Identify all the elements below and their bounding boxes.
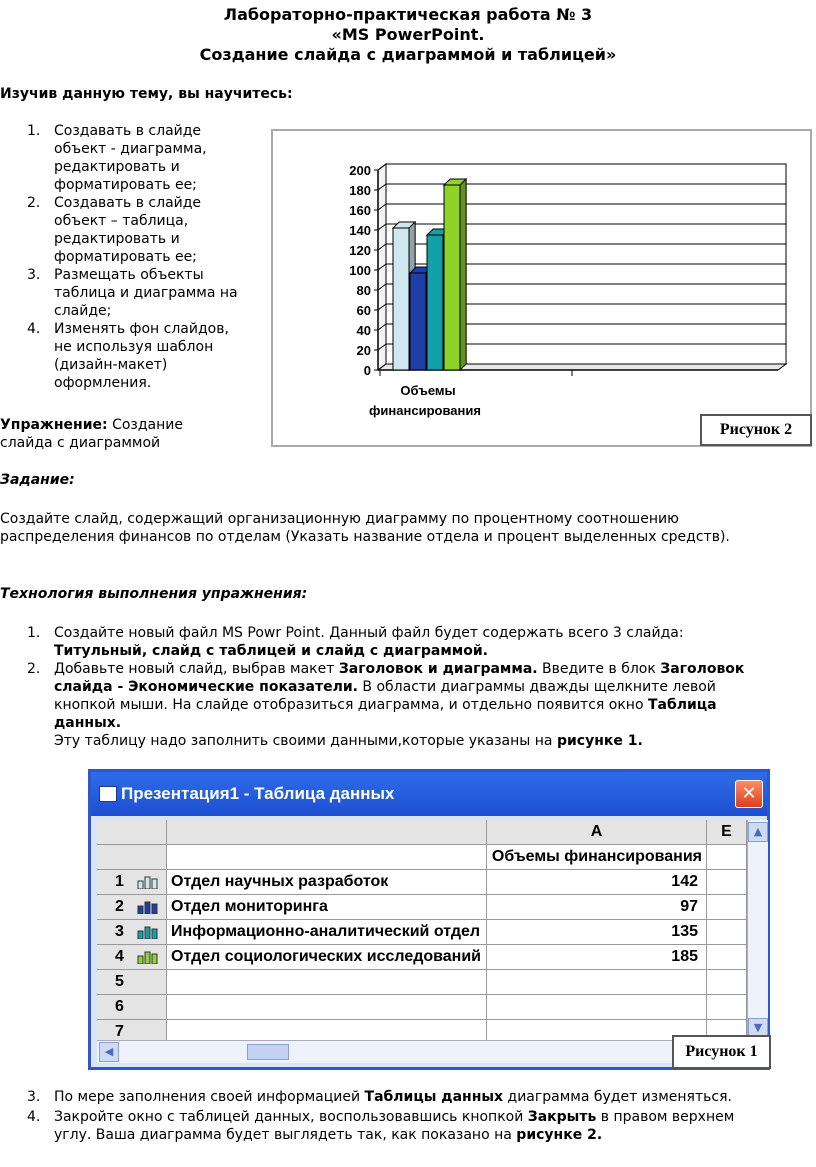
- intro-item-text: форматировать ее;: [54, 249, 197, 265]
- tech-heading: Технология выполнения упражнения:: [0, 586, 308, 602]
- row-header-blank[interactable]: [97, 845, 167, 870]
- y-tick-label: 140: [349, 223, 371, 238]
- intro-item-text: объект – таблица,: [54, 213, 189, 229]
- intro-item-text: (дизайн-макет): [54, 357, 168, 373]
- y-tick-label: 20: [356, 343, 371, 358]
- intro-item-text: Размещать объекты: [54, 267, 204, 283]
- step-4-text: Закройте окно с таблицей данных, воспользовавшись кнопкой: [54, 1109, 528, 1125]
- value-cell[interactable]: 142: [487, 870, 707, 895]
- table-cell[interactable]: [707, 970, 747, 995]
- value-cell[interactable]: 97: [487, 895, 707, 920]
- step-2-text: кнопкой мыши. На слайде отобразиться диаграмма, и отдельно появится окно: [54, 697, 648, 713]
- bar: [393, 228, 409, 370]
- step-3-line1: [54, 1088, 732, 1106]
- exercise-label: Упражнение:: [0, 417, 108, 433]
- row-header[interactable]: 3: [97, 920, 167, 945]
- intro-item-text: Изменять фон слайдов,: [54, 321, 229, 337]
- table-cell[interactable]: [707, 870, 747, 895]
- column-a-title-cell[interactable]: Объемы финансирования: [487, 845, 707, 870]
- data-grid: [97, 820, 747, 1040]
- window-titlebar[interactable]: [91, 772, 767, 816]
- step-2-line4: данных.: [54, 715, 122, 731]
- step-4-line1: [54, 1108, 734, 1126]
- column-header-a[interactable]: A: [487, 820, 707, 845]
- table-cell[interactable]: [707, 995, 747, 1020]
- step-4-text: в правом верхнем: [596, 1109, 735, 1125]
- step-2-text: Введите в блок: [537, 661, 661, 677]
- step-1-line2: Титульный, слайд с таблицей и слайд с диаграммой.: [54, 643, 488, 659]
- step-4-line2: [54, 1126, 602, 1144]
- step-1-line1: Создайте новый файл MS Powr Point. Данный файл будет содержать всего 3 слайда:: [54, 625, 684, 641]
- intro-item-num: 3.: [27, 267, 41, 283]
- bar-side: [460, 179, 466, 370]
- doc-title-line1: Лабораторно-практическая работа № 3: [223, 5, 593, 24]
- figure-2-caption: Рисунок 2: [700, 414, 812, 446]
- step-2-line5: [54, 732, 643, 750]
- intro-item-text: не используя шаблон: [54, 339, 214, 355]
- task-label: Задание:: [0, 472, 75, 488]
- intro-list: [0, 122, 265, 392]
- step-1-num: 1.: [27, 625, 41, 641]
- step-2-bold: Таблица: [647, 697, 717, 713]
- step-2-line1: [54, 660, 744, 678]
- step-4-num: 4.: [27, 1109, 41, 1125]
- table-cell[interactable]: [707, 945, 747, 970]
- figure-1-caption: Рисунок 1: [672, 1035, 771, 1069]
- row-label-cell[interactable]: Информационно-аналитический отдел: [167, 920, 487, 945]
- intro-item-num: 4.: [27, 321, 41, 337]
- x-category-label: финансирования: [369, 403, 481, 418]
- row-label-cell[interactable]: [167, 970, 487, 995]
- row-label-cell[interactable]: [167, 1020, 487, 1040]
- y-tick-label: 160: [349, 203, 371, 218]
- chart-series-icon: [137, 925, 159, 939]
- value-cell[interactable]: 185: [487, 945, 707, 970]
- row-label-cell[interactable]: Отдел научных разработок: [167, 870, 487, 895]
- chart-series-icon: [137, 900, 159, 914]
- y-tick-label: 0: [363, 363, 371, 378]
- data-table-window: [88, 769, 770, 1070]
- intro-item-text: оформления.: [54, 375, 152, 391]
- corner-cell[interactable]: [97, 820, 167, 845]
- bar: [427, 235, 443, 370]
- row-label-cell[interactable]: Отдел мониторинга: [167, 895, 487, 920]
- window-title: Презентация1 - Таблица данных: [121, 784, 395, 803]
- table-cell[interactable]: [707, 845, 747, 870]
- step-2-text: Эту таблицу надо заполнить своими данными,которые указаны на: [54, 733, 557, 749]
- value-cell[interactable]: [487, 995, 707, 1020]
- y-tick-label: 100: [349, 263, 371, 278]
- step-2-bold: слайда - Экономические показатели.: [54, 679, 358, 695]
- scroll-left-icon[interactable]: ◀: [99, 1042, 119, 1062]
- y-tick-label: 180: [349, 183, 371, 198]
- exercise-text: Создание: [107, 417, 183, 433]
- row-header[interactable]: 5: [97, 970, 167, 995]
- intro-item-2: [0, 194, 265, 266]
- intro-item-text: редактировать и: [54, 231, 180, 247]
- intro-item-3: [0, 266, 265, 320]
- intro-item-text: таблица и диаграмма на: [54, 285, 238, 301]
- close-button[interactable]: ✕: [735, 780, 763, 808]
- column-header-b[interactable]: E: [707, 820, 747, 845]
- scroll-up-icon[interactable]: ▲: [748, 822, 768, 842]
- task-line1: Создайте слайд, содержащий организационную диаграмму по процентному соотношению: [0, 511, 679, 527]
- row-header[interactable]: 7: [97, 1020, 167, 1040]
- value-cell[interactable]: [487, 970, 707, 995]
- step-2-line2: [54, 678, 716, 696]
- row-header[interactable]: 1: [97, 870, 167, 895]
- step-3-bold: Таблицы данных: [364, 1089, 504, 1105]
- intro-item-text: Создавать в слайде: [54, 123, 202, 139]
- bar: [444, 185, 460, 370]
- intro-heading: Изучив данную тему, вы научитесь:: [0, 86, 293, 102]
- chart-series-icon: [137, 875, 159, 889]
- intro-item-1: [0, 122, 265, 194]
- row-header[interactable]: 2: [97, 895, 167, 920]
- step-2-bold: Заголовок и диаграмма.: [338, 661, 538, 677]
- intro-item-4: [0, 320, 265, 392]
- y-tick-label: 60: [356, 303, 371, 318]
- step-2-num: 2.: [27, 661, 41, 677]
- scroll-thumb[interactable]: [247, 1044, 289, 1060]
- exercise-line2: слайда с диаграммой: [0, 435, 161, 451]
- table-cell[interactable]: [707, 895, 747, 920]
- row-label-cell[interactable]: [167, 995, 487, 1020]
- step-2-bold: рисунке 1.: [556, 733, 643, 749]
- scroll-down-icon[interactable]: ▼: [748, 1018, 768, 1038]
- table-cell[interactable]: [707, 920, 747, 945]
- chart-series-icon: [137, 950, 159, 964]
- step-4-text: углу. Ваша диаграмма будет выглядеть так, как показано на: [54, 1127, 517, 1143]
- task-line2: распределения финансов по отделам (Указать название отдела и процент выделенных средств).: [0, 529, 730, 545]
- y-tick-label: 40: [356, 323, 371, 338]
- value-cell[interactable]: 135: [487, 920, 707, 945]
- row-header[interactable]: 6: [97, 995, 167, 1020]
- doc-title-line3: Создание слайда с диаграммой и таблицей»: [199, 45, 617, 64]
- intro-item-text: форматировать ее;: [54, 177, 197, 193]
- intro-item-text: Создавать в слайде: [54, 195, 202, 211]
- step-3-text: диаграмма будет изменяться.: [503, 1089, 732, 1105]
- y-tick-label: 120: [349, 243, 371, 258]
- step-3-num: 3.: [27, 1089, 41, 1105]
- table-icon: [99, 786, 117, 802]
- column-header-blank[interactable]: [167, 820, 487, 845]
- figure-2-chart: [271, 129, 812, 447]
- row-header[interactable]: 4: [97, 945, 167, 970]
- doc-title-line2: «MS PowerPoint.: [331, 25, 485, 44]
- y-tick-label: 200: [349, 163, 371, 178]
- step-4-bold: Закрыть: [527, 1109, 597, 1125]
- horizontal-scrollbar[interactable]: [97, 1040, 672, 1063]
- intro-item-num: 2.: [27, 195, 41, 211]
- intro-item-num: 1.: [27, 123, 41, 139]
- step-4-bold: рисунке 2.: [516, 1127, 603, 1143]
- vertical-scrollbar[interactable]: [747, 820, 768, 1040]
- step-2-bold: Заголовок: [660, 661, 745, 677]
- intro-item-text: редактировать и: [54, 159, 180, 175]
- bar-chart: [273, 131, 810, 445]
- bar: [410, 273, 426, 370]
- intro-item-text: объект - диаграмма,: [54, 141, 207, 157]
- step-3-text: По мере заполнения своей информацией: [54, 1089, 365, 1105]
- row-label-cell[interactable]: Отдел социологических исследований: [167, 945, 487, 970]
- x-category-label: Объемы: [400, 383, 456, 398]
- step-2-text: В области диаграммы дважды щелкните левой: [357, 679, 716, 695]
- exercise-line1: [0, 416, 183, 434]
- intro-item-text: слайде;: [54, 303, 112, 319]
- table-cell[interactable]: [167, 845, 487, 870]
- step-2-text: Добавьте новый слайд, выбрав макет: [54, 661, 339, 677]
- step-2-line3: [54, 696, 717, 714]
- y-tick-label: 80: [356, 283, 371, 298]
